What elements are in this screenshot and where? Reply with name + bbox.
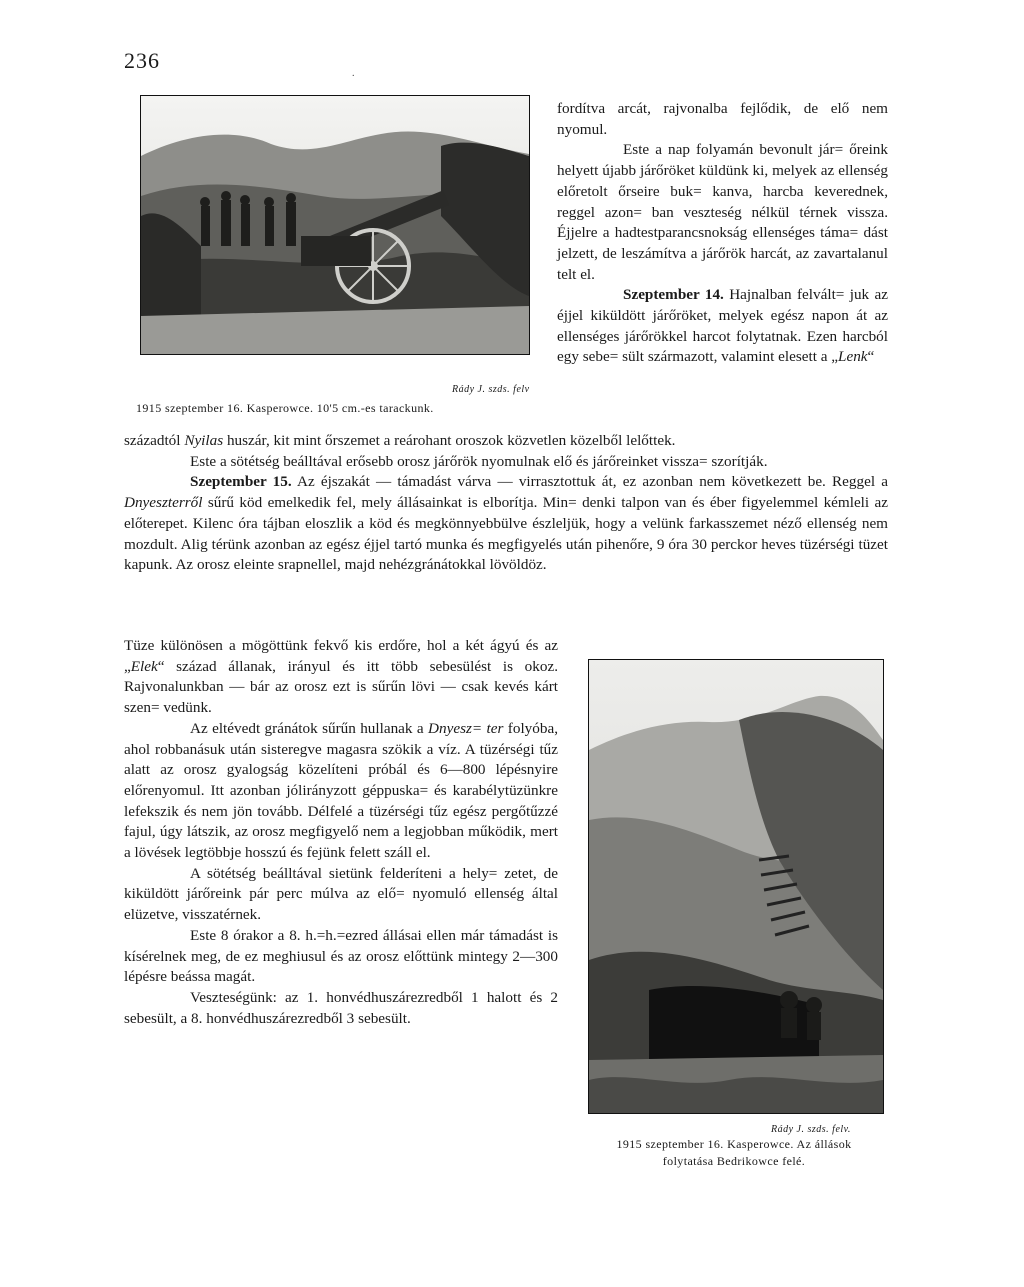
paragraph: Tüze különösen a mögöttünk fekvő kis erdőre, hol a két ágyú és az „Elek“ század állanak, irányul és itt több sebesülést is okoz. Rajvonalunkban — bár az orosz ezt is sűrűn lövi — csak kevés kárt szen= vedünk. bbox=[124, 637, 558, 717]
photo-caption-2: 1915 szeptember 16. Kasperowce. Az állások folytatása Bedrikowce felé. bbox=[616, 1137, 852, 1168]
company-name: Elek bbox=[130, 657, 158, 675]
print-speck: . bbox=[352, 68, 355, 79]
paragraph: Az eltévedt gránátok sűrűn hullanak a Dnyesz= ter folyóba, ahol robbanásuk után sisteregve magasra szökik a víz. A tüzérségi tűz alatt az orosz gyalogság közelíteni próbál és 6—800 lépésnyire előrenyomul. Itt azonban jólirányzott géppuska= és karabélytüzünkre lefekszik és nem jön tovább. Délfelé a tüzérségi tűz egész pergőtűzzé fajul, úgy látszik, az orosz megfigyelő nem a legjobban működik, mert a lövések legtöbbje hosszú és fejünk felett száll el. bbox=[124, 719, 558, 862]
paragraph: Este a nap folyamán bevonult jár= őreink helyett újabb járőröket küldünk ki, melyek az ellenség előretolt őrseire buk= kanva, harcba keverednek, reggel azon= ban veszteség nélkül térnek vissza. Éjjelre a hadtestparancsnokság ellenséges táma= dást jelzett, de leszámítva a járőrök harcát, az zavartalanul telt el. bbox=[557, 141, 888, 283]
paragraph: Este 8 órakor a 8. h.=h.=ezred állásai ellen már támadást is kísérelnek meg, de ez meghiusul és az orosz előttünk mintegy 2—300 lépésre beássa magát. bbox=[124, 926, 558, 986]
paragraph: fordítva arcát, rajvonalba fejlődik, de elő nem nyomul. bbox=[557, 100, 888, 138]
date-heading: Szeptember 15. bbox=[190, 473, 292, 491]
paragraph: Este a sötétség beálltával erősebb orosz járőrök nyomulnak elő és járőreinket vissza= szorítják. bbox=[190, 452, 768, 470]
river-name: Dnyesz= ter bbox=[428, 719, 504, 737]
howitzer-photo bbox=[140, 95, 530, 355]
paragraph: századtól Nyilas huszár, kit mint őrszemet a reárohant oroszok közvetlen közelből lelőttek. bbox=[124, 432, 676, 449]
paragraph: Szeptember 15. Az éjszakát — támadást várva — virrasztottuk át, ez azonban nem következett be. Reggel a Dnyeszterről sűrű köd emelkedik fel, mely állásainkat is elborítja. Min= denki talpon van és éber figyelemmel kémleli az előterepet. Kilenc óra tájban eloszlik a köd és megkönnyebbülve észleljük, hogy a velünk farkasszemet néző ellenség nem mozdult. Alig térünk azonban az egész éjjel tartó munka és megfigyelés után pihenőre, 9 óra 30 perckor heves tüzérségi tüzet kapunk. Az orosz eleinte srapnellel, majd nehézgránátokkal lövöldöz. bbox=[124, 473, 888, 574]
photo-credit-2: Rády J. szds. felv. bbox=[771, 1124, 851, 1135]
soldier-name: Nyilas bbox=[184, 432, 224, 449]
photo-caption-1: 1915 szeptember 16. Kasperowce. 10'5 cm.-es tarackunk. bbox=[136, 401, 434, 415]
page-number: 236 bbox=[124, 48, 160, 73]
photo-credit-1: Rády J. szds. felv bbox=[452, 384, 530, 395]
paragraph: Szeptember 14. Hajnalban felvált= juk az éjjel kiküldött járőröket, melyek egész napon át az ellenséges járőrökkel harcot folytatnak. Ezen harcból egy sebe= sült származott, valamint elesett a „Lenk“ bbox=[557, 286, 888, 366]
full-width-text bbox=[124, 431, 888, 576]
right-column-text bbox=[557, 99, 888, 368]
paragraph: A sötétség beálltával sietünk felderíteni a hely= zetet, de kiküldött járőreink pár perc múlva az elő= nyomuló ellenség által elüzetve, visszatérnek. bbox=[124, 864, 558, 924]
trench-photo bbox=[588, 659, 884, 1114]
river-name: Dnyeszterről bbox=[124, 494, 203, 512]
date-heading: Szeptember 14. bbox=[623, 286, 724, 304]
paragraph: Veszteségünk: az 1. honvédhuszárezredből 1 halott és 2 sebesült, a 8. honvédhuszárezredből 3 sebesült. bbox=[124, 988, 558, 1027]
company-name: Lenk bbox=[838, 348, 868, 366]
left-column-text bbox=[124, 636, 558, 1029]
